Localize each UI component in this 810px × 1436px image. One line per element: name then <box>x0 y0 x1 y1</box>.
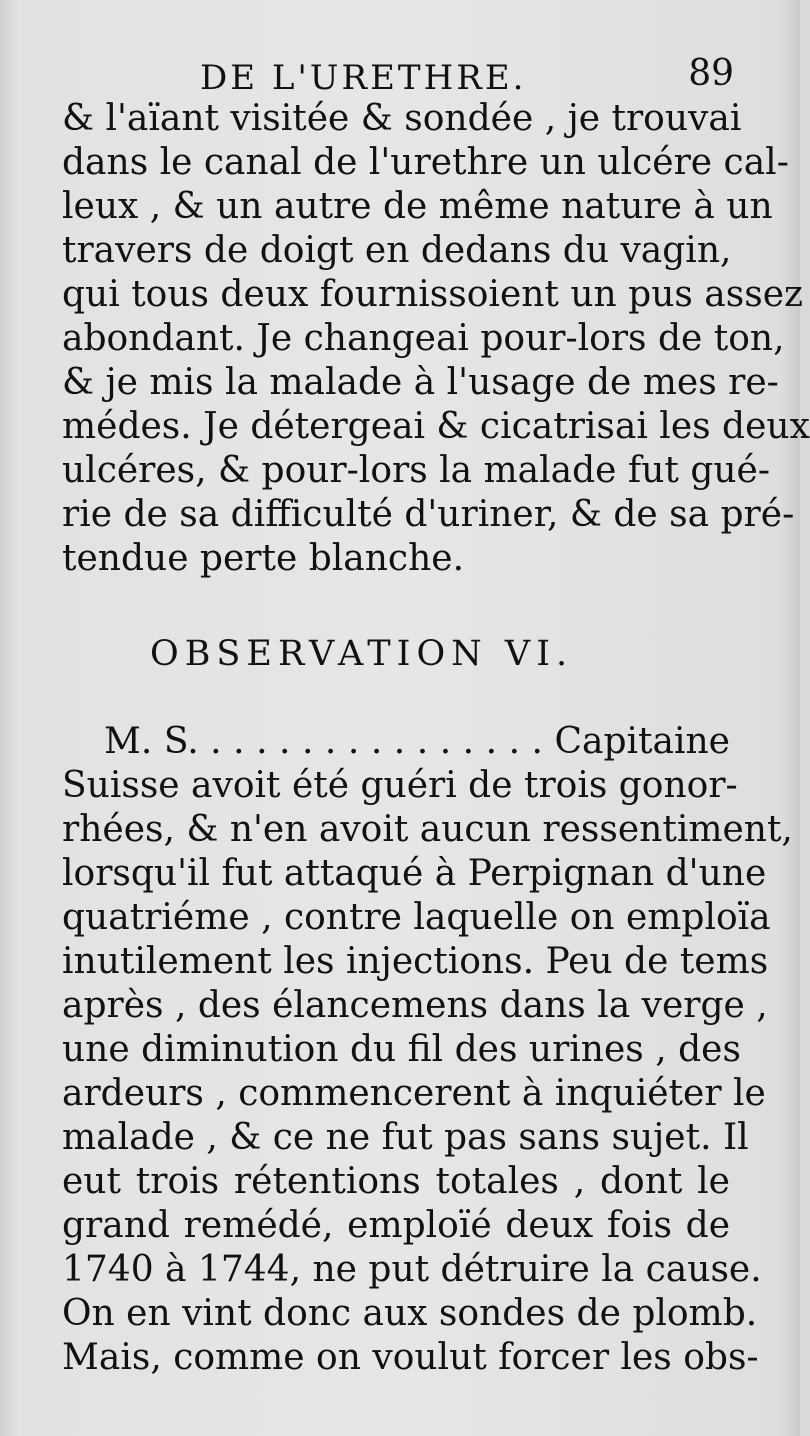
text-line: quatriéme , contre laquelle on emploïa <box>62 897 771 938</box>
text-line: abondant. Je changeai pour-lors de ton, <box>62 318 785 359</box>
text-line: eut trois rétentions totales , dont le <box>62 1161 730 1202</box>
text-line: Mais, comme on voulut forcer les obs- <box>62 1337 759 1378</box>
paragraph-observation <box>62 720 793 1380</box>
section-heading: OBSERVATION VI. <box>150 634 574 674</box>
page-header <box>200 53 740 98</box>
text-line: tendue perte blanche. <box>62 538 465 579</box>
text-line: ardeurs , commencerent à inquiéter le <box>62 1073 766 1114</box>
text-line: après , des élancemens dans la verge , <box>62 985 768 1026</box>
text-line: On en vint donc aux sondes de plomb. <box>62 1293 758 1334</box>
text-line: qui tous deux fournissoient un pus assez <box>62 274 803 315</box>
text-line: une diminution du fil des urines , des <box>62 1029 741 1070</box>
text-line: inutilement les injections. Peu de tems <box>62 941 769 982</box>
text-line: lorsqu'il fut attaqué à Perpignan d'une <box>62 853 767 894</box>
text-line: grand remédé, emploïé deux fois de <box>62 1205 730 1246</box>
text-line: 1740 à 1744, ne put détruire la cause. <box>62 1249 762 1290</box>
text-line: médes. Je détergeai & cicatrisai les deux <box>62 406 810 447</box>
text-line: dans le canal de l'urethre un ulcére cal- <box>62 142 789 183</box>
text-line: ulcéres, & pour-lors la malade fut gué- <box>62 450 771 491</box>
running-title: DE L'URETHRE. <box>200 58 527 98</box>
text-line: rhées, & n'en avoit aucun ressentiment, <box>62 809 793 850</box>
text-line: travers de doigt en dedans du vagin, <box>62 230 732 271</box>
paragraph-continued <box>62 97 810 581</box>
text-line: rie de sa difficulté d'uriner, & de sa pré- <box>62 494 795 535</box>
text-line: M. S. . . . . . . . . . . . . . . . Capitaine <box>104 721 730 762</box>
text-line: & je mis la malade à l'usage de mes re- <box>62 362 779 403</box>
text-line: leux , & un autre de même nature à un <box>62 186 773 227</box>
text-line: malade , & ce ne fut pas sans sujet. Il <box>62 1117 749 1158</box>
page-number: 89 <box>688 53 734 94</box>
text-line: Suisse avoit été guéri de trois gonor- <box>62 765 738 806</box>
text-line: & l'aïant visitée & sondée , je trouvai <box>62 98 742 139</box>
